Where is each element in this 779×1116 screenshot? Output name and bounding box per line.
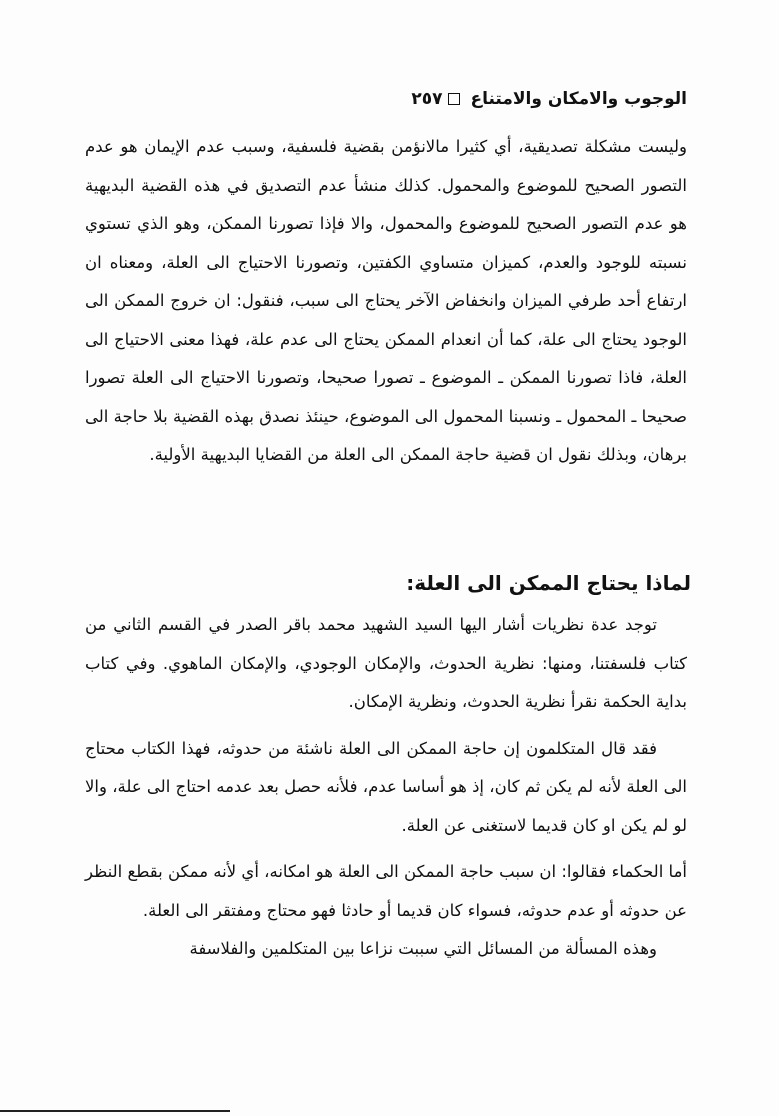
header-square-ornament	[448, 93, 460, 105]
running-header	[387, 84, 687, 114]
page-number: ٢٥٧	[411, 89, 443, 109]
section-heading: لماذا يحتاج الممكن الى العلة:	[406, 571, 691, 595]
paragraph-theologians: فقد قال المتكلمون إن حاجة الممكن الى العلة ناشئة من حدوثه، فهذا الكتاب محتاج الى العلة لأنه لم يكن ثم كان، إذ هو أساسا عدم، فلأنه حصل بعد عدمه احتاج الى علة، والا لو لم يكن او كان قديما لاستغنى عن العلة.	[85, 738, 687, 835]
section-body	[85, 606, 687, 969]
page-edge-rule	[0, 1110, 230, 1112]
paragraph-theories: توجد عدة نظريات أشار اليها السيد الشهيد محمد باقر الصدر في القسم الثاني من كتاب فلسفتنا، ومنها: نظرية الحدوث، والإمكان الوجودي، والإمكان الماهوي. وفي كتاب بداية الحكمة نقرأ نظرية الحدوث، ونظرية الإمكان.	[85, 615, 687, 711]
paragraph-dispute: وهذه المسألة من المسائل التي سببت نزاعا بين المتكلمين والفلاسفة	[189, 939, 657, 958]
paragraph-philosophers: أما الحكماء فقالوا: ان سبب حاجة الممكن الى العلة هو امكانه، أي لأنه ممكن بقطع النظر عن حدوثه أو عدم حدوثه، فسواء كان قديما أو حادثا فهو محتاج ومفتقر الى العلة.	[85, 862, 687, 920]
chapter-title: الوجوب والامكان والامتناع	[470, 89, 687, 109]
intro-paragraph: وليست مشكلة تصديقية، أي كثيرا مالانؤمن بقضية فلسفية، وسبب عدم الإيمان هو عدم التصور الصحيح للموضوع والمحمول. كذلك منشأ عدم التصديق في هذه القضية البديهية هو عدم التصور الصحيح للموضوع والمحمول، والا فإذا تصورنا الممكن، وهو الذي تستوي نسبته للوجود والعدم، كميزان متساوي الكفتين، وتصورنا الاحتياج الى العلة، ومعناه ان ارتفاع أحد طرفي الميزان وانخفاض الآخر يحتاج الى سبب، فنقول: ان خروج الممكن الى الوجود يحتاج الى علة، كما أن انعدام الممكن يحتاج الى عدم علة، فهذا معنى الاحتياج الى العلة، فاذا تصورنا الممكن ـ الموضوع ـ تصورا صحيحا، وتصورنا الاحتياج الى العلة تصورا صحيحا ـ المحمول ـ ونسبنا المحمول الى الموضوع، حينئذ نصدق بهذه القضية بلا حاجة الى برهان، وبذلك نقول ان قضية حاجة الممكن الى العلة من القضايا البديهية الأولية.	[85, 137, 687, 464]
